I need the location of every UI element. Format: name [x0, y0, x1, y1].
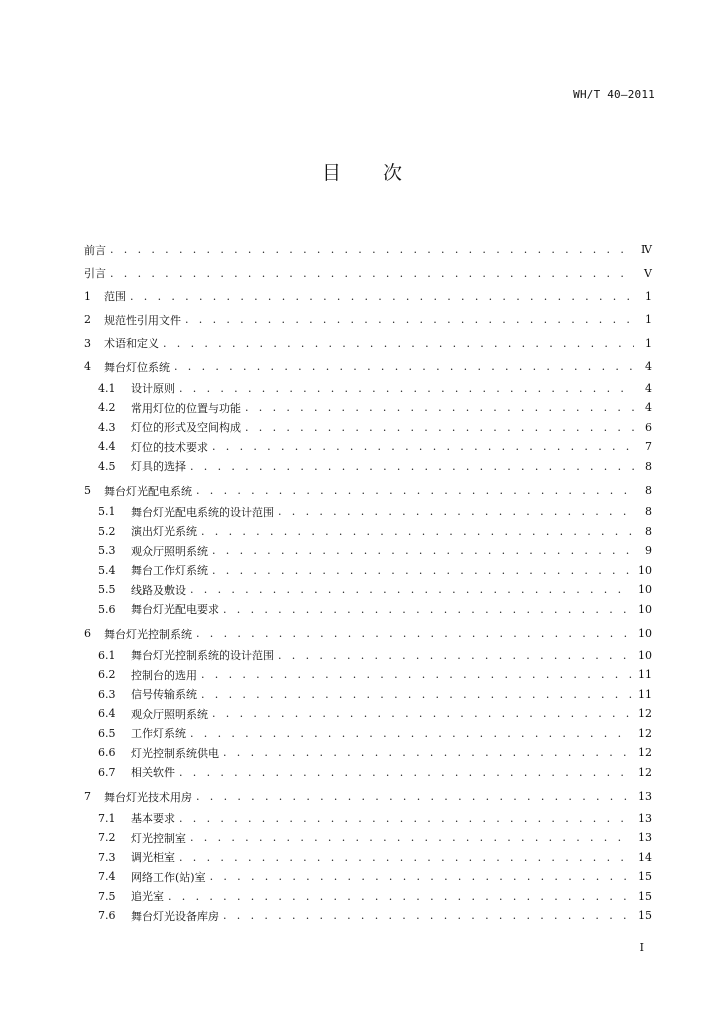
toc-dot-leader — [212, 440, 634, 453]
toc-entry-number: 7 — [84, 790, 91, 804]
toc-entry-page: 4 — [645, 360, 652, 374]
toc-entry[interactable] — [84, 906, 652, 926]
toc-entry-page: 13 — [638, 790, 652, 804]
toc-entry-label: 工作灯系统 — [131, 727, 186, 741]
toc-entry-page: 1 — [645, 289, 652, 303]
toc-entry[interactable] — [84, 867, 652, 887]
toc-entry-label: 信号传输系统 — [131, 688, 197, 702]
toc-entry-label: 网络工作(站)室 — [131, 870, 206, 884]
toc-entry-label: 舞台灯光配电要求 — [131, 603, 219, 617]
toc-dot-leader — [174, 360, 634, 373]
toc-entry[interactable] — [84, 580, 652, 600]
toc-entry[interactable] — [84, 398, 652, 418]
toc-entry-label: 控制台的选用 — [131, 668, 197, 682]
toc-entry-page: 10 — [638, 627, 652, 641]
toc-entry-label: 演出灯光系统 — [131, 525, 197, 539]
toc-entry[interactable] — [84, 378, 652, 398]
toc-entry[interactable] — [84, 437, 652, 457]
toc-entry-number: 5.4 — [98, 563, 116, 577]
toc-entry-label: 观众厅照明系统 — [131, 707, 208, 721]
toc-entry-page: 13 — [638, 811, 652, 825]
toc-entry[interactable] — [84, 600, 652, 620]
toc-dot-leader — [212, 564, 632, 577]
toc-dot-leader — [179, 766, 632, 779]
toc-entry-number: 4.2 — [98, 401, 116, 415]
toc-entry[interactable] — [84, 502, 652, 522]
toc-entry-page: 8 — [645, 524, 652, 538]
toc-entry-number: 5.5 — [98, 583, 116, 597]
toc-entry-number: 7.5 — [98, 889, 116, 903]
toc-entry[interactable] — [84, 785, 652, 808]
toc-entry-label: 舞台灯光配电系统的设计范围 — [131, 505, 274, 519]
toc-dot-leader — [196, 627, 632, 640]
toc-dot-leader — [185, 313, 634, 326]
toc-entry-page: 10 — [638, 583, 652, 597]
toc-dot-leader — [179, 812, 632, 825]
toc-entry[interactable] — [84, 456, 652, 476]
toc-entry-page: 15 — [638, 870, 652, 884]
toc-entry-number: 4.4 — [98, 440, 116, 454]
toc-entry-page: 1 — [645, 336, 652, 350]
toc-entry-page: 11 — [638, 687, 652, 701]
toc-entry-number: 3 — [84, 336, 91, 350]
toc-entry-number: 5.3 — [98, 544, 116, 558]
toc-entry-label: 常用灯位的位置与功能 — [131, 401, 241, 415]
toc-entry-number: 5 — [84, 484, 91, 498]
toc-entry-page: 4 — [645, 401, 652, 415]
toc-dot-leader — [190, 831, 632, 844]
toc-entry-label: 舞台工作灯系统 — [131, 564, 208, 578]
toc-entry-label: 规范性引用文件 — [104, 313, 181, 327]
toc-entry-number: 2 — [84, 313, 91, 327]
toc-title — [0, 158, 724, 185]
toc-entry-label: 灯光控制系统供电 — [131, 746, 219, 760]
toc-dot-leader — [212, 544, 634, 557]
toc-entry-number: 6.4 — [98, 707, 116, 721]
toc-entry-label: 灯位的形式及空间构成 — [131, 421, 241, 435]
toc-entry-page: 10 — [638, 563, 652, 577]
toc-entry[interactable] — [84, 332, 652, 355]
toc-entry-page: 15 — [638, 909, 652, 923]
toc-entry[interactable] — [84, 743, 652, 763]
toc-entry-label: 引言 — [84, 267, 106, 281]
toc-entry[interactable] — [84, 848, 652, 868]
toc-dot-leader — [110, 267, 634, 280]
toc-entry-page: 12 — [638, 707, 652, 721]
toc-dot-leader — [278, 505, 634, 518]
toc-dot-leader — [110, 243, 634, 256]
toc-dot-leader — [196, 484, 634, 497]
toc-entry-number: 6.6 — [98, 746, 116, 760]
toc-entry-number: 6.2 — [98, 668, 116, 682]
toc-dot-leader — [223, 603, 632, 616]
toc-dot-leader — [201, 688, 632, 701]
toc-entry[interactable] — [84, 828, 652, 848]
toc-dot-leader — [179, 382, 634, 395]
toc-title-left: 目 — [321, 162, 341, 184]
toc-entry[interactable] — [84, 704, 652, 724]
toc-entry-label: 舞台灯光技术用房 — [104, 790, 192, 804]
toc-entry-label: 舞台灯光设备库房 — [131, 909, 219, 923]
toc-dot-leader — [245, 421, 634, 434]
toc-list — [84, 238, 652, 926]
toc-dot-leader — [130, 290, 634, 303]
toc-entry-page: 8 — [645, 459, 652, 473]
toc-entry-number: 6.5 — [98, 726, 116, 740]
toc-entry[interactable] — [84, 308, 652, 331]
toc-entry[interactable] — [84, 685, 652, 705]
toc-entry[interactable] — [84, 479, 652, 502]
toc-entry-label: 舞台灯位系统 — [104, 360, 170, 374]
toc-entry[interactable] — [84, 646, 652, 666]
toc-entry-label: 前言 — [84, 243, 106, 257]
toc-entry-number: 6.1 — [98, 648, 116, 662]
toc-entry-number: 4 — [84, 360, 91, 374]
toc-entry-page: 1 — [645, 313, 652, 327]
toc-entry-number: 7.4 — [98, 870, 116, 884]
toc-dot-leader — [212, 707, 632, 720]
toc-dot-leader — [190, 460, 634, 473]
toc-entry[interactable] — [84, 261, 652, 284]
toc-entry-page: 8 — [645, 484, 652, 498]
toc-entry[interactable] — [84, 561, 652, 581]
toc-entry[interactable] — [84, 763, 652, 783]
toc-entry[interactable] — [84, 417, 652, 437]
toc-entry-page: 12 — [638, 726, 652, 740]
toc-dot-leader — [210, 870, 632, 883]
page-number: Ⅰ — [639, 941, 644, 954]
toc-entry-page: 12 — [638, 746, 652, 760]
toc-entry-page: 15 — [638, 889, 652, 903]
toc-entry[interactable] — [84, 887, 652, 907]
toc-entry[interactable] — [84, 622, 652, 645]
toc-entry-label: 舞台灯光配电系统 — [104, 484, 192, 498]
toc-entry-page: 10 — [638, 602, 652, 616]
toc-dot-leader — [168, 890, 632, 903]
toc-dot-leader — [223, 746, 632, 759]
toc-dot-leader — [179, 851, 632, 864]
toc-entry-number: 1 — [84, 289, 91, 303]
toc-entry-label: 灯具的选择 — [131, 460, 186, 474]
toc-entry[interactable] — [84, 724, 652, 744]
toc-dot-leader — [245, 401, 634, 414]
toc-entry-label: 舞台灯光控制系统的设计范围 — [131, 649, 274, 663]
toc-entry-label: 灯光控制室 — [131, 831, 186, 845]
toc-entry-number: 6.3 — [98, 687, 116, 701]
toc-entry-label: 相关软件 — [131, 766, 175, 780]
toc-dot-leader — [196, 790, 632, 803]
toc-entry-page: Ⅴ — [644, 266, 652, 280]
toc-entry-label: 追光室 — [131, 890, 164, 904]
toc-dot-leader — [190, 583, 632, 596]
toc-entry-number: 7.6 — [98, 909, 116, 923]
toc-dot-leader — [163, 337, 634, 350]
standard-number: WH/T 40—2011 — [573, 88, 655, 101]
toc-entry-number: 4.1 — [98, 381, 116, 395]
toc-entry-label: 舞台灯光控制系统 — [104, 627, 192, 641]
toc-entry-number: 6 — [84, 627, 91, 641]
toc-entry-page: 7 — [645, 440, 652, 454]
toc-entry-page: 4 — [645, 381, 652, 395]
toc-dot-leader — [201, 668, 632, 681]
toc-dot-leader — [201, 525, 634, 538]
toc-entry-label: 灯位的技术要求 — [131, 440, 208, 454]
toc-entry-label: 基本要求 — [131, 812, 175, 826]
toc-entry[interactable] — [84, 665, 652, 685]
toc-entry-page: 14 — [638, 850, 652, 864]
toc-entry-page: 10 — [638, 648, 652, 662]
toc-entry-number: 4.3 — [98, 420, 116, 434]
toc-entry[interactable] — [84, 809, 652, 829]
toc-entry-page: 8 — [645, 505, 652, 519]
toc-entry-label: 线路及敷设 — [131, 583, 186, 597]
toc-dot-leader — [190, 727, 632, 740]
toc-dot-leader — [223, 909, 632, 922]
toc-entry-number: 4.5 — [98, 459, 116, 473]
toc-entry[interactable] — [84, 541, 652, 561]
toc-entry-label: 术语和定义 — [104, 337, 159, 351]
toc-entry-label: 调光柜室 — [131, 851, 175, 865]
toc-entry-number: 7.3 — [98, 850, 116, 864]
toc-entry-number: 7.1 — [98, 811, 116, 825]
toc-dot-leader — [278, 649, 632, 662]
toc-entry-number: 5.2 — [98, 524, 116, 538]
toc-entry[interactable] — [84, 522, 652, 542]
toc-entry-page: 6 — [645, 420, 652, 434]
toc-entry-number: 7.2 — [98, 831, 116, 845]
toc-entry-page: 11 — [638, 668, 652, 682]
toc-entry-page: 13 — [638, 831, 652, 845]
toc-entry-label: 设计原则 — [131, 382, 175, 396]
toc-entry-number: 6.7 — [98, 765, 116, 779]
toc-entry[interactable] — [84, 355, 652, 378]
toc-entry-number: 5.6 — [98, 602, 116, 616]
toc-entry[interactable] — [84, 238, 652, 261]
toc-entry-page: Ⅳ — [641, 243, 652, 257]
toc-entry[interactable] — [84, 285, 652, 308]
toc-entry-label: 范围 — [104, 290, 126, 304]
toc-entry-label: 观众厅照明系统 — [131, 544, 208, 558]
toc-title-right: 次 — [383, 162, 403, 184]
toc-entry-page: 9 — [645, 544, 652, 558]
toc-entry-page: 12 — [638, 765, 652, 779]
toc-entry-number: 5.1 — [98, 505, 116, 519]
